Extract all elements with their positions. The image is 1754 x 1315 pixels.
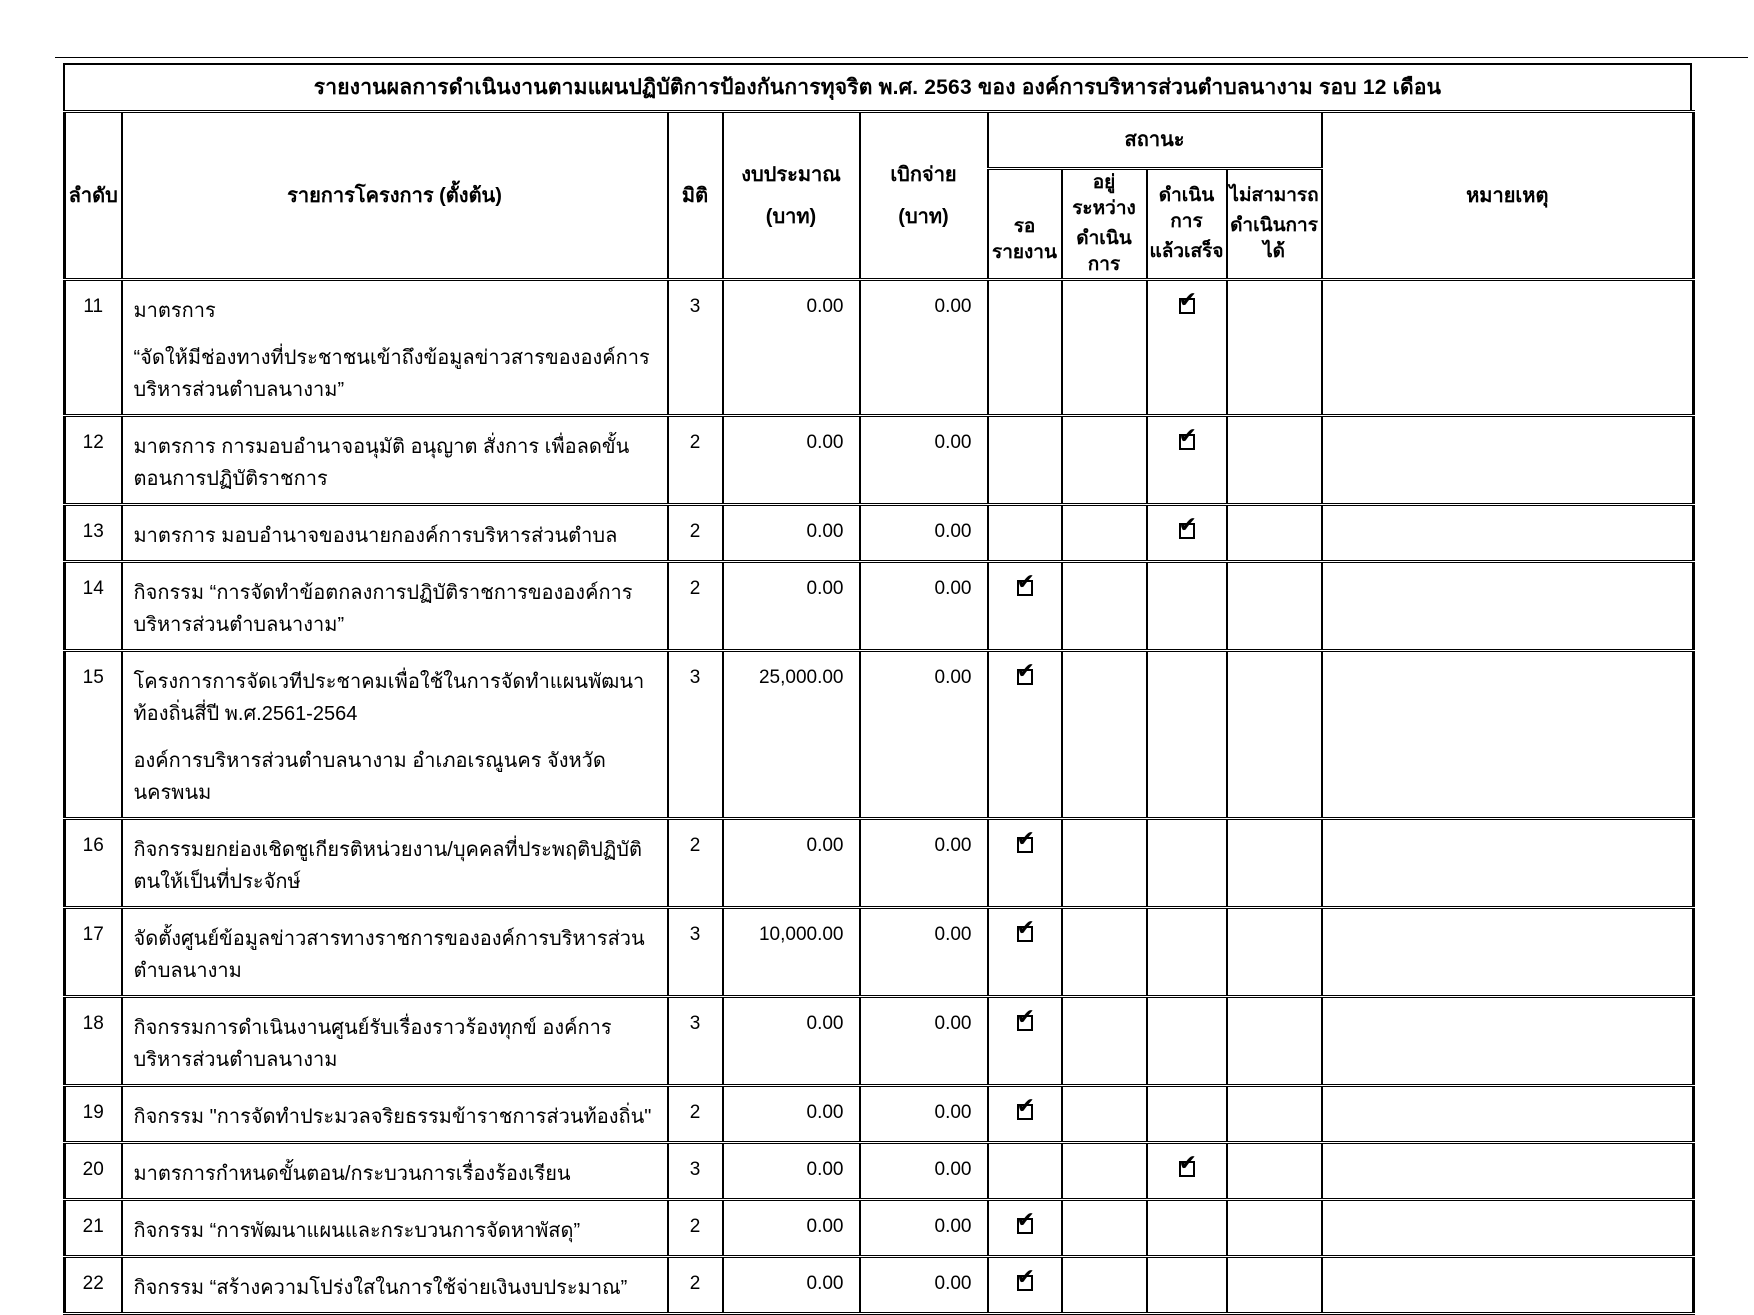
project-name-line1: กิจกรรม “การพัฒนาแผนและกระบวนการจัดหาพัสดุ” [133, 1220, 581, 1242]
project-name-line1: กิจกรรม “สร้างความโปร่งใสในการใช้จ่ายเงินงบประมาณ” [133, 1277, 628, 1299]
table-row [65, 651, 1694, 819]
disbursed-value: 0.00 [860, 997, 988, 1086]
remark-cell [1322, 280, 1694, 416]
disbursed-value: 0.00 [860, 505, 988, 562]
row-number: 15 [65, 651, 122, 819]
page-top-rule [55, 57, 1748, 58]
remark-cell [1322, 908, 1694, 997]
budget-value: 10,000.00 [723, 908, 860, 997]
status-inprogress-cell [1062, 562, 1147, 651]
row-number: 14 [65, 562, 122, 651]
project-name-line1: กิจกรรม "การจัดทำประมวลจริยธรรมข้าราชการส่วนท้องถิ่น" [133, 1106, 652, 1128]
row-number: 17 [65, 908, 122, 997]
status-inprogress-cell [1062, 997, 1147, 1086]
row-number: 21 [65, 1200, 122, 1257]
status-cannot-cell [1227, 1143, 1322, 1200]
col-header-no: ลำดับ [65, 112, 122, 280]
disbursed-value: 0.00 [860, 1143, 988, 1200]
status-cannot-cell [1227, 908, 1322, 997]
budget-value: 0.00 [723, 562, 860, 651]
status-inprogress-cell [1062, 908, 1147, 997]
checked-checkbox-icon [1179, 523, 1195, 539]
project-name-line1: กิจกรรมการดำเนินงานศูนย์รับเรื่องราวร้องทุกข์ องค์การบริหารส่วนตำบลนางาม [133, 1017, 612, 1071]
dimension-value: 2 [668, 1086, 723, 1143]
row-number: 19 [65, 1086, 122, 1143]
report-document [63, 63, 1692, 1315]
table-row [65, 819, 1694, 908]
budget-value: 0.00 [723, 819, 860, 908]
table-row [65, 562, 1694, 651]
disbursed-value: 0.00 [860, 1200, 988, 1257]
report-title: รายงานผลการดำเนินงานตามแผนปฏิบัติการป้องกันการทุจริต พ.ศ. 2563 ของ องค์การบริหารส่วนตำบลนางาม รอบ 12 เดือน [63, 63, 1692, 110]
status-waiting-cell [988, 1086, 1062, 1143]
remark-cell [1322, 1200, 1694, 1257]
status-waiting-cell [988, 1257, 1062, 1314]
table-row [65, 1086, 1694, 1143]
checked-checkbox-icon [1017, 1275, 1033, 1291]
budget-value: 0.00 [723, 1143, 860, 1200]
checked-checkbox-icon [1017, 669, 1033, 685]
checked-checkbox-icon [1017, 1104, 1033, 1120]
dimension-value: 3 [668, 280, 723, 416]
table-row [65, 1200, 1694, 1257]
project-name-cell [122, 562, 668, 651]
col-header-project: รายการโครงการ (ตั้งต้น) [122, 112, 668, 280]
project-name-line1: มาตรการ มอบอำนาจของนายกองค์การบริหารส่วนตำบล [133, 525, 618, 547]
remark-cell [1322, 997, 1694, 1086]
row-number: 13 [65, 505, 122, 562]
status-done-cell [1147, 1143, 1227, 1200]
row-number: 12 [65, 416, 122, 505]
dimension-value: 3 [668, 651, 723, 819]
remark-cell [1322, 505, 1694, 562]
disbursed-value: 0.00 [860, 651, 988, 819]
project-name-cell [122, 1200, 668, 1257]
status-cannot-cell [1227, 562, 1322, 651]
col-header-status-group: สถานะ [988, 112, 1322, 169]
checked-checkbox-icon [1017, 1218, 1033, 1234]
status-inprogress-cell [1062, 819, 1147, 908]
table-body [65, 280, 1694, 1314]
checked-checkbox-icon [1179, 298, 1195, 314]
col-header-disbursed-line2: (บาท) [898, 205, 949, 228]
remark-cell [1322, 416, 1694, 505]
table-row [65, 1143, 1694, 1200]
col-header-disbursed-line1: เบิกจ่าย [890, 163, 957, 186]
status-waiting-cell [988, 505, 1062, 562]
project-name-line1: กิจกรรม “การจัดทำข้อตกลงการปฏิบัติราชการขององค์การบริหารส่วนตำบลนางาม” [133, 582, 633, 636]
row-number: 11 [65, 280, 122, 416]
col-header-disbursed [860, 112, 988, 280]
disbursed-value: 0.00 [860, 562, 988, 651]
project-name-line1: มาตรการ การมอบอำนาจอนุมัติ อนุญาต สั่งการ เพื่อลดขั้นตอนการปฏิบัติราชการ [133, 436, 630, 490]
disbursed-value: 0.00 [860, 416, 988, 505]
dimension-value: 2 [668, 1257, 723, 1314]
project-name-line2: “จัดให้มีช่องทางที่ประชาชนเข้าถึงข้อมูลข่าวสารขององค์การบริหารส่วนตำบลนางาม” [133, 347, 650, 401]
project-name-line2: องค์การบริหารส่วนตำบลนางาม อำเภอเรณูนคร จังหวัดนครพนม [133, 750, 606, 804]
status-cannot-cell [1227, 997, 1322, 1086]
remark-cell [1322, 1143, 1694, 1200]
table-row [65, 280, 1694, 416]
project-name-cell [122, 1086, 668, 1143]
table-row [65, 505, 1694, 562]
report-table [63, 110, 1695, 1315]
project-name-line1: มาตรการ [133, 300, 216, 322]
dimension-value: 2 [668, 562, 723, 651]
status-done-cell [1147, 280, 1227, 416]
budget-value: 0.00 [723, 997, 860, 1086]
remark-cell [1322, 1086, 1694, 1143]
project-name-cell [122, 819, 668, 908]
disbursed-value: 0.00 [860, 1257, 988, 1314]
col-header-status-done: ดำเนินการ แล้วเสร็จ [1147, 169, 1227, 280]
status-waiting-cell [988, 416, 1062, 505]
dimension-value: 2 [668, 505, 723, 562]
disbursed-value: 0.00 [860, 1086, 988, 1143]
col-header-status-inprogress: อยู่ระหว่าง ดำเนินการ [1062, 169, 1147, 280]
status-waiting-cell [988, 1200, 1062, 1257]
status-cannot-cell [1227, 1086, 1322, 1143]
status-cannot-cell [1227, 651, 1322, 819]
project-name-cell [122, 505, 668, 562]
status-cannot-cell [1227, 819, 1322, 908]
status-waiting-cell [988, 908, 1062, 997]
checked-checkbox-icon [1017, 1015, 1033, 1031]
table-row [65, 1257, 1694, 1314]
status-inprogress-cell [1062, 651, 1147, 819]
checked-checkbox-icon [1017, 926, 1033, 942]
status-done-cell [1147, 997, 1227, 1086]
project-name-cell [122, 416, 668, 505]
project-name-line1: จัดตั้งศูนย์ข้อมูลข่าวสารทางราชการขององค์การบริหารส่วนตำบลนางาม [133, 928, 645, 982]
status-done-cell [1147, 416, 1227, 505]
col-header-status-waiting: รอรายงาน [988, 169, 1062, 280]
project-name-cell [122, 1143, 668, 1200]
col-header-dimension: มิติ [668, 112, 723, 280]
table-header [65, 112, 1694, 280]
remark-cell [1322, 562, 1694, 651]
budget-value: 0.00 [723, 416, 860, 505]
project-name-line1: มาตรการกำหนดขั้นตอน/กระบวนการเรื่องร้องเรียน [133, 1163, 571, 1185]
dimension-value: 2 [668, 1200, 723, 1257]
checked-checkbox-icon [1179, 1161, 1195, 1177]
budget-value: 0.00 [723, 280, 860, 416]
status-inprogress-cell [1062, 1143, 1147, 1200]
project-name-line1: กิจกรรมยกย่องเชิดชูเกียรติหน่วยงาน/บุคคลที่ประพฤติปฏิบัติตนให้เป็นที่ประจักษ์ [133, 839, 642, 893]
status-cannot-cell [1227, 505, 1322, 562]
status-done-cell [1147, 1257, 1227, 1314]
budget-value: 0.00 [723, 1086, 860, 1143]
status-done-cell [1147, 1086, 1227, 1143]
budget-value: 0.00 [723, 1257, 860, 1314]
dimension-value: 3 [668, 908, 723, 997]
project-name-line1: โครงการการจัดเวทีประชาคมเพื่อใช้ในการจัดทำแผนพัฒนาท้องถิ่นสี่ปี พ.ศ.2561-2564 [133, 671, 645, 725]
dimension-value: 2 [668, 819, 723, 908]
status-done-cell [1147, 1200, 1227, 1257]
dimension-value: 2 [668, 416, 723, 505]
remark-cell [1322, 651, 1694, 819]
status-inprogress-cell [1062, 505, 1147, 562]
status-waiting-cell [988, 651, 1062, 819]
status-inprogress-cell [1062, 416, 1147, 505]
row-number: 18 [65, 997, 122, 1086]
checked-checkbox-icon [1017, 837, 1033, 853]
project-name-cell [122, 1257, 668, 1314]
status-cannot-cell [1227, 1200, 1322, 1257]
col-header-budget-line2: (บาท) [765, 205, 817, 228]
budget-value: 25,000.00 [723, 651, 860, 819]
status-waiting-cell [988, 1143, 1062, 1200]
table-row [65, 997, 1694, 1086]
budget-value: 0.00 [723, 505, 860, 562]
checked-checkbox-icon [1017, 580, 1033, 596]
status-inprogress-cell [1062, 280, 1147, 416]
col-header-status-cannot: ไม่สามารถ ดำเนินการได้ [1227, 169, 1322, 280]
status-done-cell [1147, 562, 1227, 651]
status-done-cell [1147, 908, 1227, 997]
status-done-cell [1147, 819, 1227, 908]
col-header-remark: หมายเหตุ [1322, 112, 1694, 280]
row-number: 16 [65, 819, 122, 908]
status-inprogress-cell [1062, 1200, 1147, 1257]
disbursed-value: 0.00 [860, 819, 988, 908]
status-cannot-cell [1227, 280, 1322, 416]
table-row [65, 416, 1694, 505]
table-row [65, 908, 1694, 997]
status-cannot-cell [1227, 1257, 1322, 1314]
status-done-cell [1147, 651, 1227, 819]
project-name-cell [122, 280, 668, 416]
status-inprogress-cell [1062, 1086, 1147, 1143]
status-cannot-cell [1227, 416, 1322, 505]
col-header-budget [723, 112, 860, 280]
status-done-cell [1147, 505, 1227, 562]
budget-value: 0.00 [723, 1200, 860, 1257]
status-waiting-cell [988, 819, 1062, 908]
dimension-value: 3 [668, 997, 723, 1086]
project-name-cell [122, 908, 668, 997]
status-waiting-cell [988, 562, 1062, 651]
row-number: 20 [65, 1143, 122, 1200]
row-number: 22 [65, 1257, 122, 1314]
project-name-cell [122, 651, 668, 819]
status-waiting-cell [988, 280, 1062, 416]
col-header-budget-line1: งบประมาณ [741, 163, 841, 186]
dimension-value: 3 [668, 1143, 723, 1200]
disbursed-value: 0.00 [860, 908, 988, 997]
status-inprogress-cell [1062, 1257, 1147, 1314]
remark-cell [1322, 1257, 1694, 1314]
checked-checkbox-icon [1179, 434, 1195, 450]
project-name-cell [122, 997, 668, 1086]
status-waiting-cell [988, 997, 1062, 1086]
disbursed-value: 0.00 [860, 280, 988, 416]
remark-cell [1322, 819, 1694, 908]
